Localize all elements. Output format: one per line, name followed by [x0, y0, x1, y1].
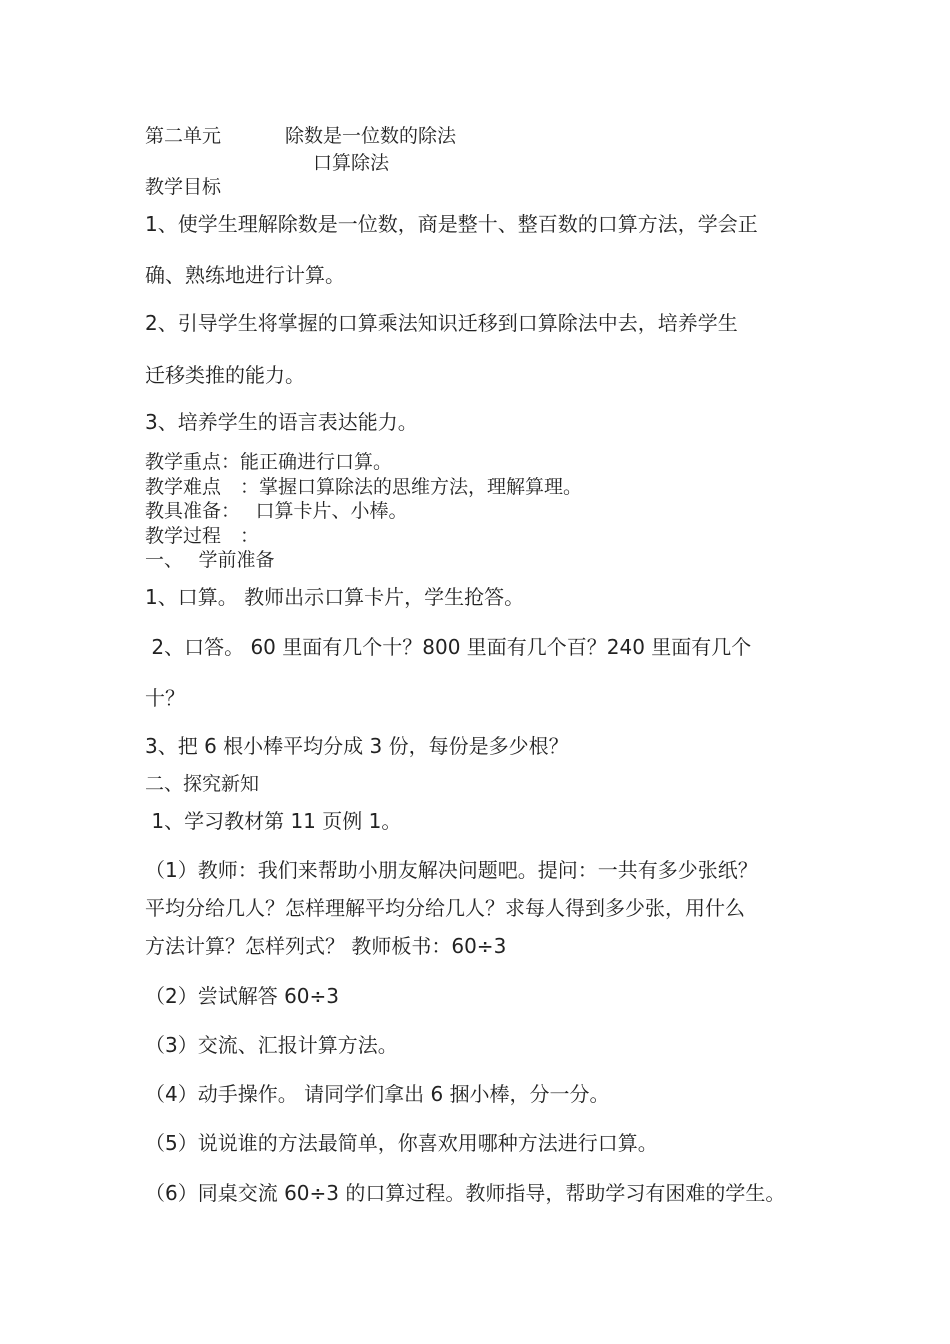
step-6: （6）同桌交流 60÷3 的口算过程。教师指导，帮助学习有困难的学生。 — [145, 1181, 786, 1205]
step-1-line-2: 平均分给几人？怎样理解平均分给几人？求每人得到多少张，用什么 — [145, 896, 745, 920]
step-5: （5）说说谁的方法最简单，你喜欢用哪种方法进行口算。 — [145, 1131, 658, 1155]
key-points: 教学重点：能正确进行口算。 — [145, 451, 393, 473]
unit-title: 除数是一位数的除法 — [285, 125, 457, 147]
step-3: （3）交流、汇报计算方法。 — [145, 1033, 398, 1057]
section-2-heading: 二、探究新知 — [145, 773, 260, 795]
prep-item-3: 3、把 6 根小棒平均分成 3 份，每份是多少根？ — [145, 734, 569, 758]
step-1-line-1: （1）教师：我们来帮助小朋友解决问题吧。提问：一共有多少张纸？ — [145, 858, 758, 882]
materials: 教具准备： 口算卡片、小棒。 — [145, 500, 408, 522]
objective-2-line-2: 迁移类推的能力。 — [145, 363, 305, 387]
objective-3: 3、培养学生的语言表达能力。 — [145, 410, 418, 434]
objective-1-line-1: 1、使学生理解除数是一位数，商是整十、整百数的口算方法，学会正 — [145, 212, 758, 236]
unit-label: 第二单元 — [145, 125, 222, 147]
prep-item-2-line-2: 十？ — [145, 686, 185, 710]
objectives-heading: 教学目标 — [145, 176, 222, 198]
step-2: （2）尝试解答 60÷3 — [145, 984, 340, 1008]
lesson-subtitle: 口算除法 — [313, 152, 390, 174]
prep-item-2-line-1: 2、口答。 60 里面有几个十？800 里面有几个百？240 里面有几个 — [145, 635, 752, 659]
difficulties: 教学难点 ：掌握口算除法的思维方法，理解算理。 — [145, 476, 583, 498]
objective-1-line-2: 确、熟练地进行计算。 — [145, 263, 345, 287]
explore-item-1: 1、学习教材第 11 页例 1。 — [145, 809, 402, 833]
objective-2-line-1: 2、引导学生将掌握的口算乘法知识迁移到口算除法中去，培养学生 — [145, 311, 738, 335]
section-1-heading: 一、 学前准备 — [145, 549, 275, 571]
prep-item-1: 1、口算。 教师出示口算卡片，学生抢答。 — [145, 585, 525, 609]
step-1-line-3: 方法计算？怎样列式？ 教师板书：60÷3 — [145, 934, 507, 958]
process-heading: 教学过程 ： — [145, 525, 260, 547]
step-4: （4）动手操作。 请同学们拿出 6 捆小棒，分一分。 — [145, 1082, 610, 1106]
